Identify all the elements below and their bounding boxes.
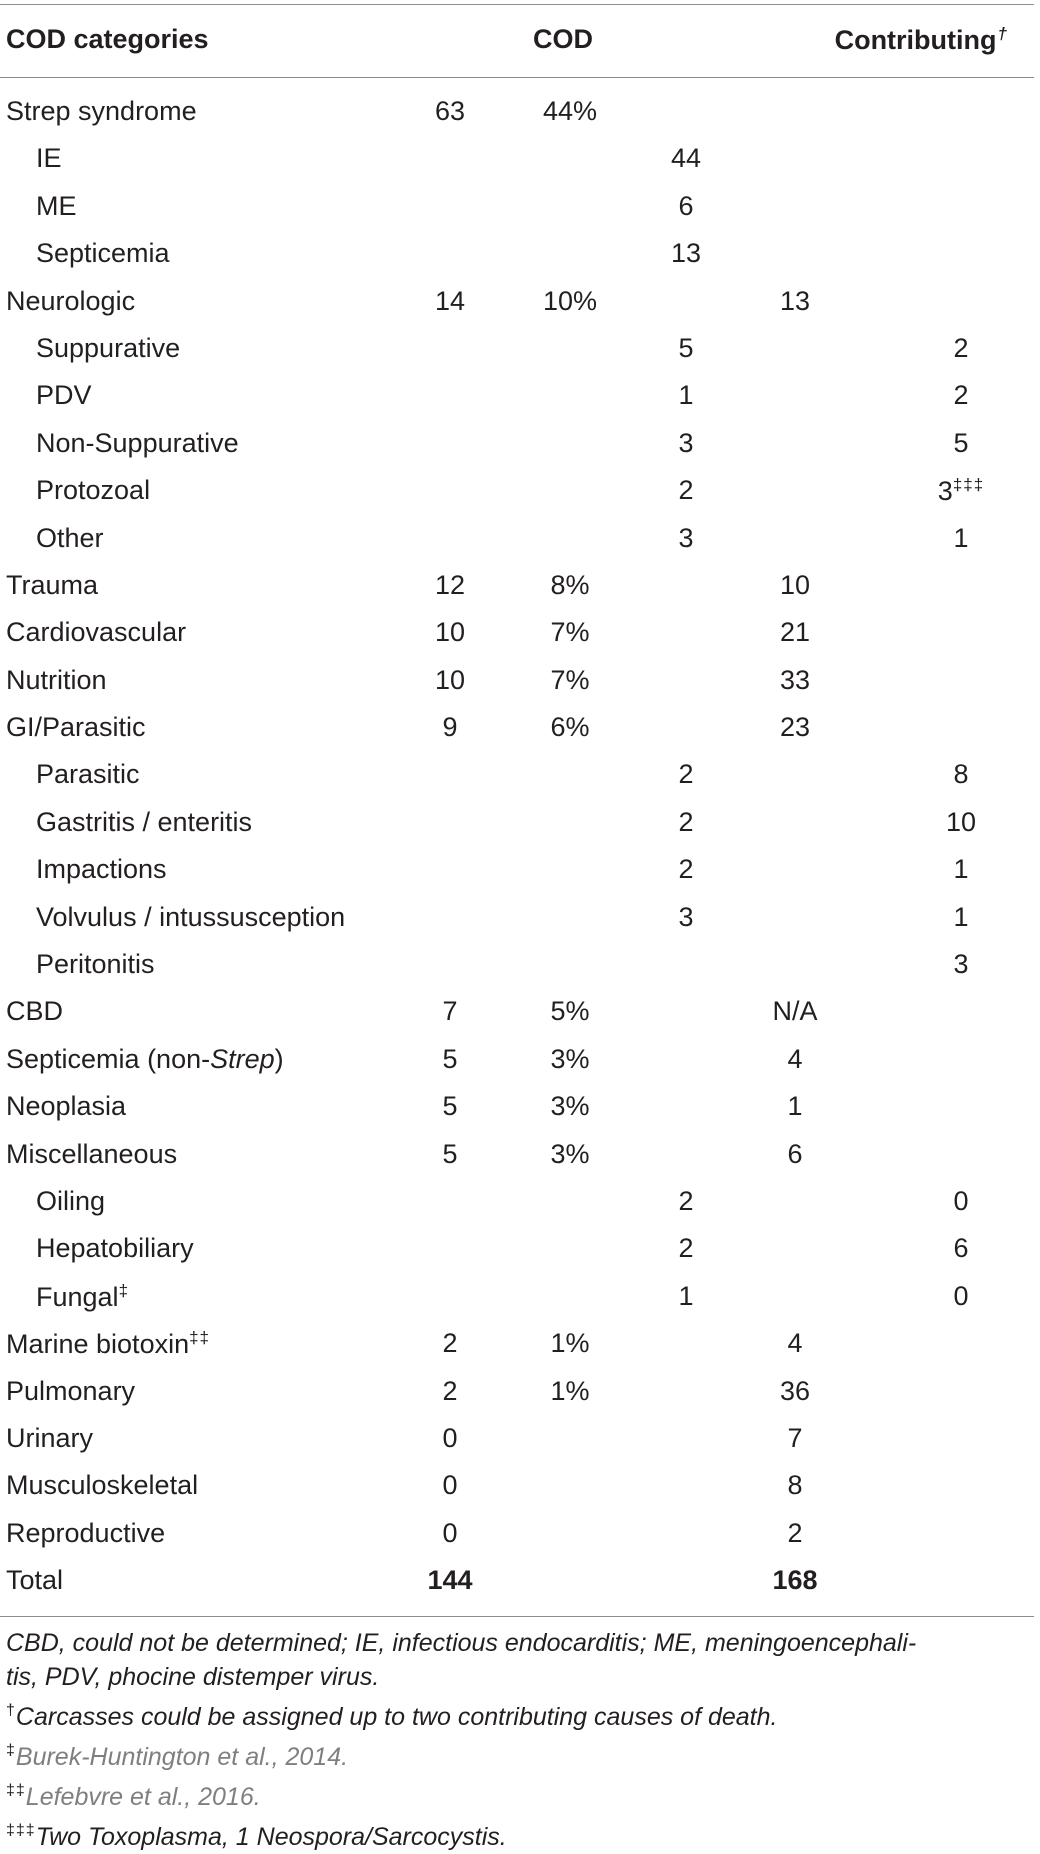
cell-cod-count — [412, 1139, 488, 1170]
cell-subcategory-cod-value: 1 — [678, 1280, 694, 1311]
table-subrow — [0, 896, 1034, 943]
cell-contributing-value: 6 — [787, 1138, 803, 1169]
cell-subcategory-cod-value: 3 — [678, 522, 694, 553]
header-contributing — [835, 24, 1007, 56]
cell-subcategory-contributing-value: 10 — [945, 806, 977, 837]
cell-subcategory-contributing-value: 2 — [953, 332, 969, 363]
table-subrow — [0, 517, 1034, 564]
header-cod: COD — [533, 24, 593, 54]
cell-subcategory-contributing — [918, 759, 1004, 790]
row-label-text: Non-Suppurative — [36, 427, 239, 458]
table-row — [0, 564, 1034, 611]
cell-contributing-value: 13 — [779, 285, 811, 316]
cell-cod-count — [412, 1376, 488, 1407]
cell-cod-count — [412, 1518, 488, 1549]
cell-cod-percent — [525, 286, 615, 317]
row-label — [36, 949, 155, 980]
footnote-dagger-text: Carcasses could be assigned up to two contributing causes of death. — [15, 1703, 778, 1731]
cell-cod-count — [412, 1470, 488, 1501]
row-label — [36, 1233, 194, 1264]
row-label — [6, 1328, 210, 1360]
footnote-dagger — [6, 1694, 1026, 1734]
cell-contributing — [755, 712, 835, 743]
cell-cod-count — [412, 286, 488, 317]
cell-cod-count-value: 12 — [434, 569, 466, 600]
cell-cod-percent — [525, 1091, 615, 1122]
table-row — [0, 90, 1034, 137]
cell-subcategory-contributing — [918, 1186, 1004, 1217]
row-label-text: Pulmonary — [6, 1375, 136, 1406]
cell-subcategory-contributing — [918, 949, 1004, 980]
cell-cod-count — [412, 712, 488, 743]
cell-cod-percent — [525, 1044, 615, 1075]
cell-cod-count-value: 63 — [434, 96, 466, 126]
table-subrow — [0, 1275, 1034, 1322]
cell-cod-percent — [525, 617, 615, 648]
row-label-text: Volvulus / intussusception — [36, 901, 346, 932]
cell-subcategory-contributing — [918, 475, 1004, 507]
table-row — [0, 1322, 1034, 1369]
table-subrow — [0, 232, 1034, 279]
cell-contributing — [755, 1518, 835, 1549]
cell-footnote-mark: ‡‡‡ — [952, 475, 985, 495]
cell-subcategory-contributing-value: 0 — [953, 1185, 969, 1216]
cell-subcategory-contributing-value: 6 — [953, 1233, 969, 1264]
cell-contributing-value: 1 — [787, 1091, 803, 1122]
row-label-text: ME — [36, 190, 77, 221]
header-cod-categories: COD categories — [6, 24, 209, 54]
cell-cod-percent-value: 1% — [550, 1328, 590, 1359]
cell-cod-count-value: 5 — [442, 1138, 458, 1169]
cell-contributing — [755, 1091, 835, 1122]
table-row — [0, 1085, 1034, 1132]
row-label — [6, 1565, 63, 1596]
cell-contributing-value: 21 — [779, 617, 811, 648]
cell-contributing-value: 8 — [787, 1470, 803, 1501]
row-label — [6, 1376, 135, 1407]
table-subrow — [0, 137, 1034, 184]
cell-contributing-value: N/A — [772, 996, 818, 1027]
row-label-text: CBD — [6, 996, 64, 1027]
row-label-text: Total — [6, 1565, 64, 1596]
cell-subcategory-cod — [648, 191, 724, 222]
cell-cod-percent-value: 10% — [542, 285, 598, 316]
cell-cod-percent-value: 3% — [550, 1091, 590, 1122]
table-row — [0, 706, 1034, 753]
cell-cod-percent-value: 5% — [550, 996, 590, 1027]
row-label-text: Hepatobiliary — [36, 1233, 194, 1264]
cell-subcategory-cod — [648, 1281, 724, 1312]
cell-contributing-value: 4 — [787, 1043, 803, 1074]
row-label-text: Protozoal — [36, 475, 151, 506]
cell-subcategory-cod — [648, 380, 724, 411]
row-label-text: Musculoskeletal — [6, 1470, 199, 1501]
row-label — [36, 523, 104, 554]
cell-cod-count — [412, 617, 488, 648]
row-label-text: Neurologic — [6, 285, 136, 316]
cell-subcategory-contributing-value: 1 — [953, 854, 969, 885]
table-row — [0, 611, 1034, 658]
row-label — [36, 902, 345, 933]
cell-subcategory-contributing — [918, 1281, 1004, 1312]
cell-cod-percent — [525, 1328, 615, 1359]
footnote-ddagger2-mark: ‡‡ — [6, 1782, 26, 1799]
cell-subcategory-cod — [648, 523, 724, 554]
cell-cod-count — [412, 1328, 488, 1359]
cell-cod-percent-value: 6% — [550, 712, 590, 743]
table-subrow — [0, 848, 1034, 895]
cell-contributing — [755, 665, 835, 696]
table-subrow — [0, 374, 1034, 421]
table-subrow — [0, 469, 1034, 516]
row-label-footnote-mark: ‡ — [118, 1280, 130, 1300]
cell-subcategory-contributing — [918, 333, 1004, 364]
cell-subcategory-contributing — [918, 807, 1004, 838]
row-label-text: GI/Parasitic — [6, 712, 146, 743]
row-label-text: Oiling — [36, 1185, 106, 1216]
table-subrow — [0, 943, 1034, 990]
cell-contributing-value: 23 — [779, 712, 811, 743]
row-label-text: Septicemia — [36, 238, 170, 269]
row-label-text: Fungal — [36, 1281, 119, 1312]
row-label-text: Reproductive — [6, 1517, 166, 1548]
row-label-footnote-mark: ‡‡ — [189, 1328, 211, 1348]
cell-subcategory-cod-value: 13 — [670, 238, 702, 269]
table-row — [0, 1512, 1034, 1559]
cell-subcategory-cod — [648, 238, 724, 269]
cell-subcategory-cod-value: 5 — [678, 332, 694, 363]
cell-subcategory-cod — [648, 1233, 724, 1264]
cell-subcategory-contributing — [918, 428, 1004, 459]
cell-cod-percent-value: 44% — [542, 96, 598, 126]
row-label-text: Strep syndrome — [6, 96, 197, 126]
table-row — [0, 1038, 1034, 1085]
row-label-suffix: ) — [274, 1043, 284, 1074]
row-label — [36, 475, 150, 506]
cell-subcategory-cod — [648, 333, 724, 364]
footnote-ddagger-mark: ‡ — [6, 1742, 16, 1759]
cell-cod-count — [412, 1044, 488, 1075]
cell-cod-count — [412, 996, 488, 1027]
cell-subcategory-contributing — [918, 902, 1004, 933]
cell-contributing-value: 168 — [772, 1565, 818, 1596]
cell-subcategory-cod-value: 3 — [678, 427, 694, 458]
cell-subcategory-cod-value: 2 — [678, 806, 694, 837]
cell-cod-percent — [525, 996, 615, 1027]
cell-subcategory-cod-value: 3 — [678, 901, 694, 932]
cell-subcategory-cod — [648, 807, 724, 838]
cell-subcategory-cod — [648, 475, 724, 506]
cell-cod-percent — [525, 665, 615, 696]
cell-contributing — [755, 1423, 835, 1454]
cell-subcategory-contributing-value: 5 — [953, 427, 969, 458]
row-label — [6, 665, 107, 696]
row-label — [6, 1139, 177, 1170]
row-label-italic: Strep — [210, 1043, 275, 1074]
row-label — [36, 333, 180, 364]
cell-subcategory-cod-value: 2 — [678, 475, 694, 506]
cell-contributing-value: 4 — [787, 1328, 803, 1359]
row-label — [6, 286, 135, 317]
row-label-text: Cardiovascular — [6, 617, 187, 648]
footnote-abbreviations-line1: CBD, could not be determined; IE, infectious endocarditis; ME, meningoencephali- — [6, 1629, 917, 1657]
row-label — [36, 143, 62, 174]
table-row — [0, 280, 1034, 327]
cell-cod-count-value: 14 — [434, 285, 466, 316]
table-subrow — [0, 1180, 1034, 1227]
table-footnotes — [6, 1626, 1026, 1854]
cell-subcategory-cod — [648, 902, 724, 933]
table-row — [0, 1370, 1034, 1417]
cell-contributing — [755, 1044, 835, 1075]
cell-cod-count-value: 10 — [434, 617, 466, 648]
cell-subcategory-cod-value: 2 — [678, 1233, 694, 1264]
row-label — [6, 1044, 284, 1075]
cell-subcategory-cod-value: 6 — [678, 190, 694, 221]
cell-subcategory-contributing-value: 0 — [953, 1280, 969, 1311]
row-label — [6, 996, 63, 1027]
cell-cod-count-value: 2 — [442, 1375, 458, 1406]
row-label — [36, 1281, 129, 1313]
cell-cod-count-value: 0 — [442, 1517, 458, 1548]
footnote-ddagger3-mark: ‡‡‡ — [6, 1822, 36, 1839]
cell-subcategory-cod — [648, 759, 724, 790]
footnote-ddagger — [6, 1734, 1026, 1774]
cell-subcategory-contributing — [918, 854, 1004, 885]
cell-cod-percent — [525, 1139, 615, 1170]
cell-subcategory-contributing — [918, 1233, 1004, 1264]
cell-contributing — [755, 570, 835, 601]
table-body — [0, 90, 1034, 1607]
cell-cod-percent-value: 7% — [550, 617, 590, 648]
row-label — [36, 380, 92, 411]
cell-subcategory-cod — [648, 854, 724, 885]
cell-subcategory-cod-value: 2 — [678, 759, 694, 790]
cell-cod-percent-value: 8% — [550, 569, 590, 600]
row-label-text: Neoplasia — [6, 1091, 127, 1122]
row-label — [6, 1518, 165, 1549]
footnote-abbreviations-line2: tis, PDV, phocine distemper virus. — [6, 1663, 380, 1691]
cell-contributing-value: 36 — [779, 1375, 811, 1406]
footnote-dagger-mark: † — [6, 1702, 16, 1719]
row-label-text: Gastritis / enteritis — [36, 806, 253, 837]
cell-cod-count-value: 5 — [442, 1091, 458, 1122]
row-label-text: Septicemia (non- — [6, 1043, 211, 1074]
header-contributing-label: Contributing — [834, 25, 997, 55]
cell-cod-count — [412, 1565, 488, 1596]
row-label-text: Marine biotoxin — [6, 1329, 190, 1360]
cell-cod-count-value: 2 — [442, 1328, 458, 1359]
table-header — [0, 20, 1034, 64]
cell-cod-percent-value: 1% — [550, 1375, 590, 1406]
table-subrow — [0, 327, 1034, 374]
row-label — [36, 854, 167, 885]
row-label-text: Other — [36, 522, 104, 553]
cell-subcategory-cod — [648, 143, 724, 174]
table-subrow — [0, 801, 1034, 848]
cell-cod-count-value: 7 — [442, 996, 458, 1027]
cell-subcategory-cod-value: 1 — [678, 380, 694, 411]
cell-subcategory-contributing-value: 2 — [953, 380, 969, 411]
row-label-text: Trauma — [6, 569, 99, 600]
cell-cod-percent-value: 3% — [550, 1043, 590, 1074]
table-subrow — [0, 1227, 1034, 1274]
table-bottom-rule — [0, 1616, 1034, 1617]
table-row — [0, 990, 1034, 1037]
footnote-ddagger3-text: Two Toxoplasma, 1 Neospora/Sarcocystis. — [35, 1823, 507, 1851]
cell-subcategory-cod-value: 2 — [678, 1185, 694, 1216]
row-label — [36, 759, 140, 790]
row-label — [36, 1186, 105, 1217]
footnote-abbreviations — [6, 1626, 1026, 1694]
cell-cod-count — [412, 665, 488, 696]
row-label — [6, 96, 197, 127]
cell-cod-percent — [525, 96, 615, 127]
table-subrow — [0, 422, 1034, 469]
row-label-text: Urinary — [6, 1422, 94, 1453]
footnote-ddagger2-citation[interactable]: Lefebvre et al., 2016. — [25, 1783, 261, 1811]
cell-cod-percent — [525, 712, 615, 743]
table-row — [0, 1464, 1034, 1511]
row-label-text: Impactions — [36, 854, 167, 885]
cell-contributing — [755, 1376, 835, 1407]
cell-cod-count-value: 144 — [427, 1565, 473, 1596]
table-subrow — [0, 185, 1034, 232]
cell-contributing-value: 2 — [787, 1517, 803, 1548]
cell-cod-percent-value: 3% — [550, 1138, 590, 1169]
row-label — [36, 428, 239, 459]
row-label — [6, 1423, 93, 1454]
row-label-text: Parasitic — [36, 759, 140, 790]
cell-contributing — [755, 996, 835, 1027]
cell-subcategory-cod — [648, 428, 724, 459]
table-row — [0, 1417, 1034, 1464]
row-label-text: IE — [36, 143, 62, 174]
cell-contributing — [755, 286, 835, 317]
table-total-row — [0, 1559, 1034, 1606]
table-row — [0, 1133, 1034, 1180]
row-label-text: Miscellaneous — [6, 1138, 178, 1169]
row-label — [6, 1470, 198, 1501]
row-label — [36, 191, 77, 222]
row-label-text: Suppurative — [36, 332, 181, 363]
cell-cod-count-value: 10 — [434, 664, 466, 695]
cell-contributing-value: 7 — [787, 1422, 803, 1453]
cell-cod-percent — [525, 570, 615, 601]
cell-contributing — [755, 1565, 835, 1596]
cell-cod-percent-value: 7% — [550, 664, 590, 695]
row-label — [6, 712, 146, 743]
cell-subcategory-contributing-value: 1 — [953, 522, 969, 553]
cell-subcategory-contributing-value: 1 — [953, 901, 969, 932]
cell-subcategory-contributing — [918, 523, 1004, 554]
footnote-ddagger3 — [6, 1814, 1026, 1854]
cell-subcategory-contributing — [918, 380, 1004, 411]
cell-cod-percent — [525, 1376, 615, 1407]
row-label — [6, 617, 186, 648]
row-label-text: Nutrition — [6, 664, 107, 695]
table-top-rule — [0, 4, 1034, 5]
table-subrow — [0, 753, 1034, 800]
cell-cod-count-value: 5 — [442, 1043, 458, 1074]
cell-cod-count — [412, 96, 488, 127]
row-label-text: Peritonitis — [36, 949, 155, 980]
cell-cod-count — [412, 1423, 488, 1454]
table-header-rule — [0, 77, 1034, 78]
footnote-ddagger2 — [6, 1774, 1026, 1814]
cell-cod-count — [412, 1091, 488, 1122]
cell-contributing — [755, 1328, 835, 1359]
row-label — [36, 807, 252, 838]
row-label — [36, 238, 170, 269]
cell-subcategory-cod-value: 2 — [678, 854, 694, 885]
cell-contributing — [755, 1470, 835, 1501]
row-label — [6, 1091, 126, 1122]
cell-subcategory-contributing-value: 8 — [953, 759, 969, 790]
cell-cod-count-value: 0 — [442, 1422, 458, 1453]
row-label — [6, 570, 98, 601]
cell-subcategory-cod-value: 44 — [670, 143, 702, 174]
cell-contributing — [755, 617, 835, 648]
cell-subcategory-cod — [648, 1186, 724, 1217]
cell-contributing — [755, 1139, 835, 1170]
cell-contributing-value: 33 — [779, 664, 811, 695]
table-row — [0, 659, 1034, 706]
cell-contributing-value: 10 — [779, 569, 811, 600]
footnote-ddagger-citation[interactable]: Burek-Huntington et al., 2014. — [15, 1743, 349, 1771]
cell-cod-count-value: 0 — [442, 1470, 458, 1501]
cell-cod-count — [412, 570, 488, 601]
cell-subcategory-contributing-value: 3 — [937, 476, 953, 507]
cell-subcategory-contributing-value: 3 — [953, 949, 969, 980]
row-label-text: PDV — [36, 380, 92, 411]
header-contributing-mark: † — [997, 24, 1007, 43]
cell-cod-count-value: 9 — [442, 712, 458, 743]
